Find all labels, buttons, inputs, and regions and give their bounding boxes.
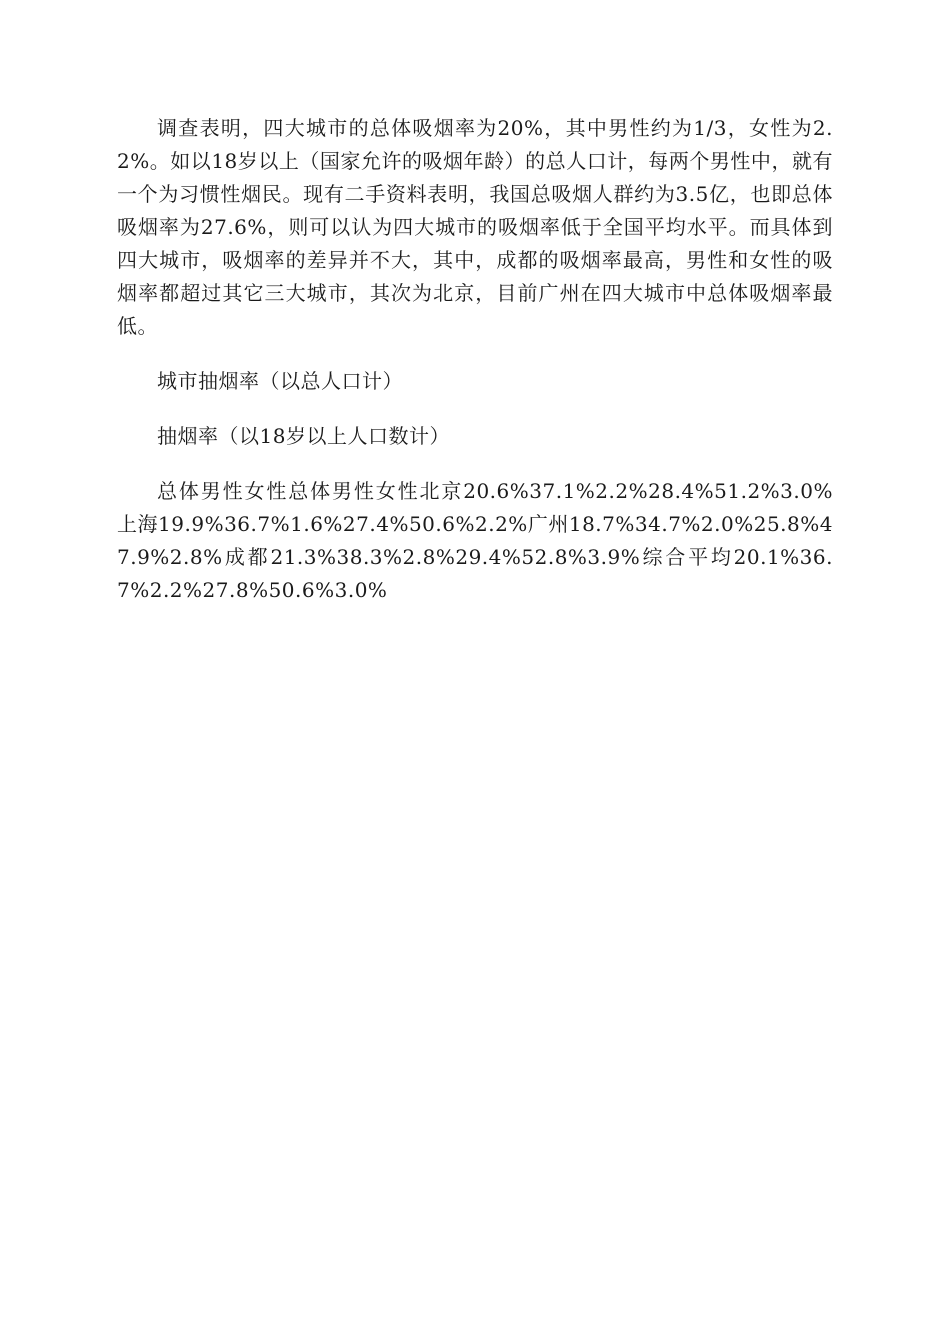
paragraph-table-title-total: 城市抽烟率（以总人口计）	[157, 369, 403, 393]
paragraph-table-data: 总体男性女性总体男性女性北京20.6%37.1%2.2%28.4%51.2%3.0%上海19.9%36.7%1.6%27.4%50.6%2.2%广州18.7%34.7%2.0%25.8%47.9%2.8%成都21.3%38.3%2.8%29.4%52.8%3.9%综合平均20.1%36.7%2.2%27.8%50.6%3.0%	[117, 479, 833, 602]
paragraph-table-title-adult: 抽烟率（以18岁以上人口数计）	[157, 424, 450, 448]
document-body	[117, 112, 833, 607]
paragraph-survey-summary: 调查表明，四大城市的总体吸烟率为20%，其中男性约为1/3，女性为2.2%。如以18岁以上（国家允许的吸烟年龄）的总人口计，每两个男性中，就有一个为习惯性烟民。现有二手资料表明，我国总吸烟人群约为3.5亿，也即总体吸烟率为27.6%，则可以认为四大城市的吸烟率低于全国平均水平。而具体到四大城市，吸烟率的差异并不大，其中，成都的吸烟率最高，男性和女性的吸烟率都超过其它三大城市，其次为北京，目前广州在四大城市中总体吸烟率最低。	[117, 116, 833, 338]
